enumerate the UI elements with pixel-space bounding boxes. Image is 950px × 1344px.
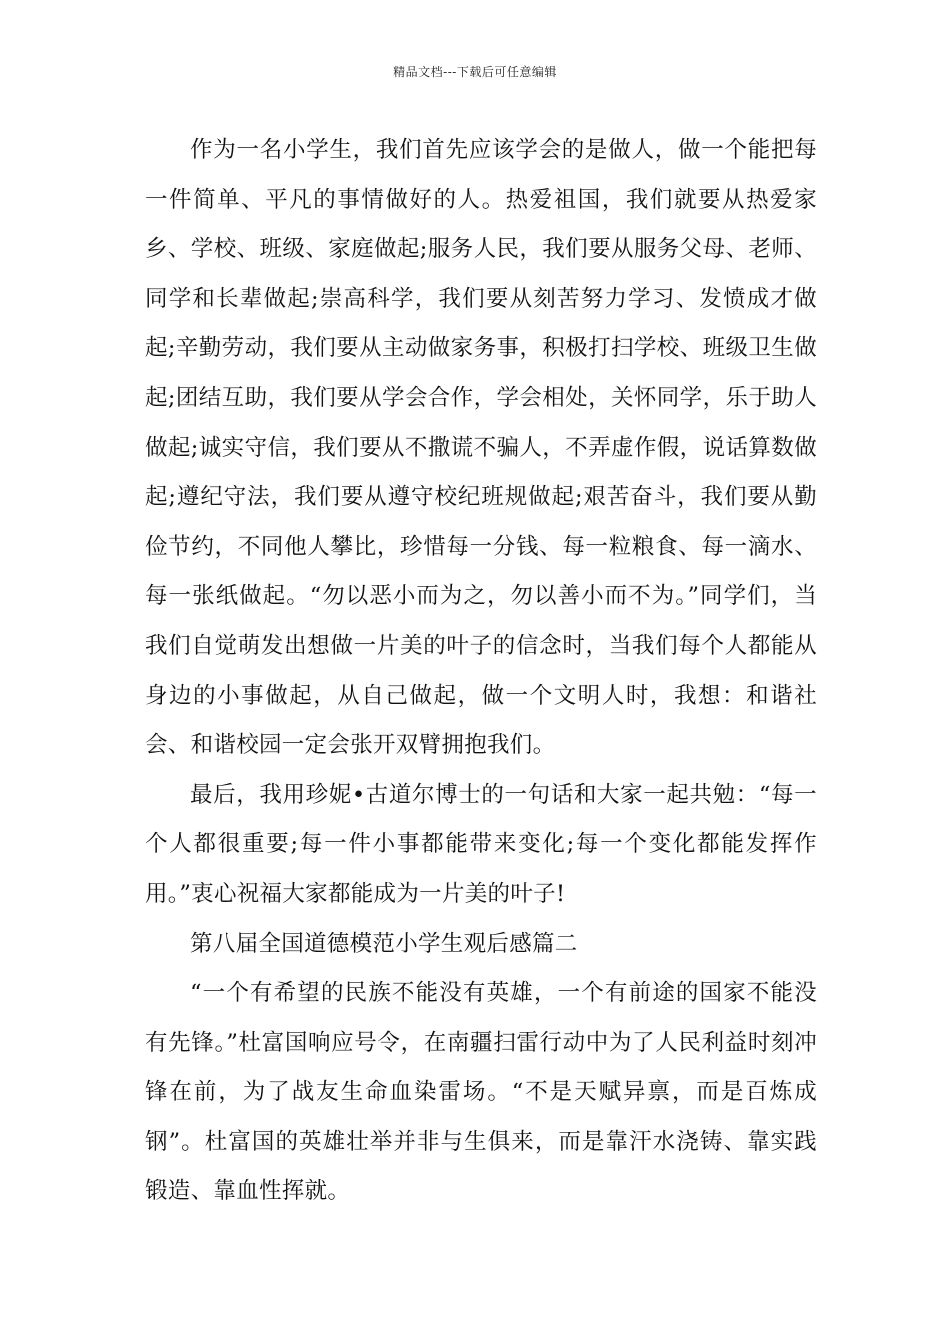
document-body [145, 126, 817, 1217]
paragraph-2: 最后，我用珍妮•古道尔博士的一句话和大家一起共勉：“每一个人都很重要;每一件小事都能带来变化;每一个变化都能发挥作用。”衷心祝福大家都能成为一片美的叶子! [145, 781, 817, 907]
page-header: 精品文档---下载后可任意编辑 [393, 65, 557, 79]
section-heading: 第八届全国道德模范小学生观后感篇二 [190, 930, 578, 957]
paragraph-1: 作为一名小学生，我们首先应该学会的是做人，做一个能把每一件简单、平凡的事情做好的人。热爱祖国，我们就要从热爱家乡、学校、班级、家庭做起;服务人民，我们要从服务父母、老师、同学和长辈做起;崇高科学，我们要从刻苦努力学习、发愤成才做起;辛勤劳动，我们要从主动做家务事，积极打扫学校、班级卫生做起;团结互助，我们要从学会合作，学会相处，关怀同学，乐于助人做起;诚实守信，我们要从不撒谎不骗人，不弄虚作假，说话算数做起;遵纪守法，我们要从遵守校纪班规做起;艰苦奋斗，我们要从勤俭节约，不同他人攀比，珍惜每一分钱、每一粒粮食、每一滴水、每一张纸做起。“勿以恶小而为之，勿以善小而不为。”同学们，当我们自觉萌发出想做一片美的叶子的信念时，当我们每个人都能从身边的小事做起，从自己做起，做一个文明人时，我想：和谐社会、和谐校园一定会张开双臂拥抱我们。 [145, 137, 817, 759]
paragraph-3: “一个有希望的民族不能没有英雄，一个有前途的国家不能没有先锋。”杜富国响应号令，在南疆扫雷行动中为了人民利益时刻冲锋在前，为了战友生命血染雷场。“不是天赋异禀，而是百炼成钢”。杜富国的英雄壮举并非与生俱来，而是靠汗水浇铸、靠实践锻造、靠血性挥就。 [145, 980, 817, 1205]
